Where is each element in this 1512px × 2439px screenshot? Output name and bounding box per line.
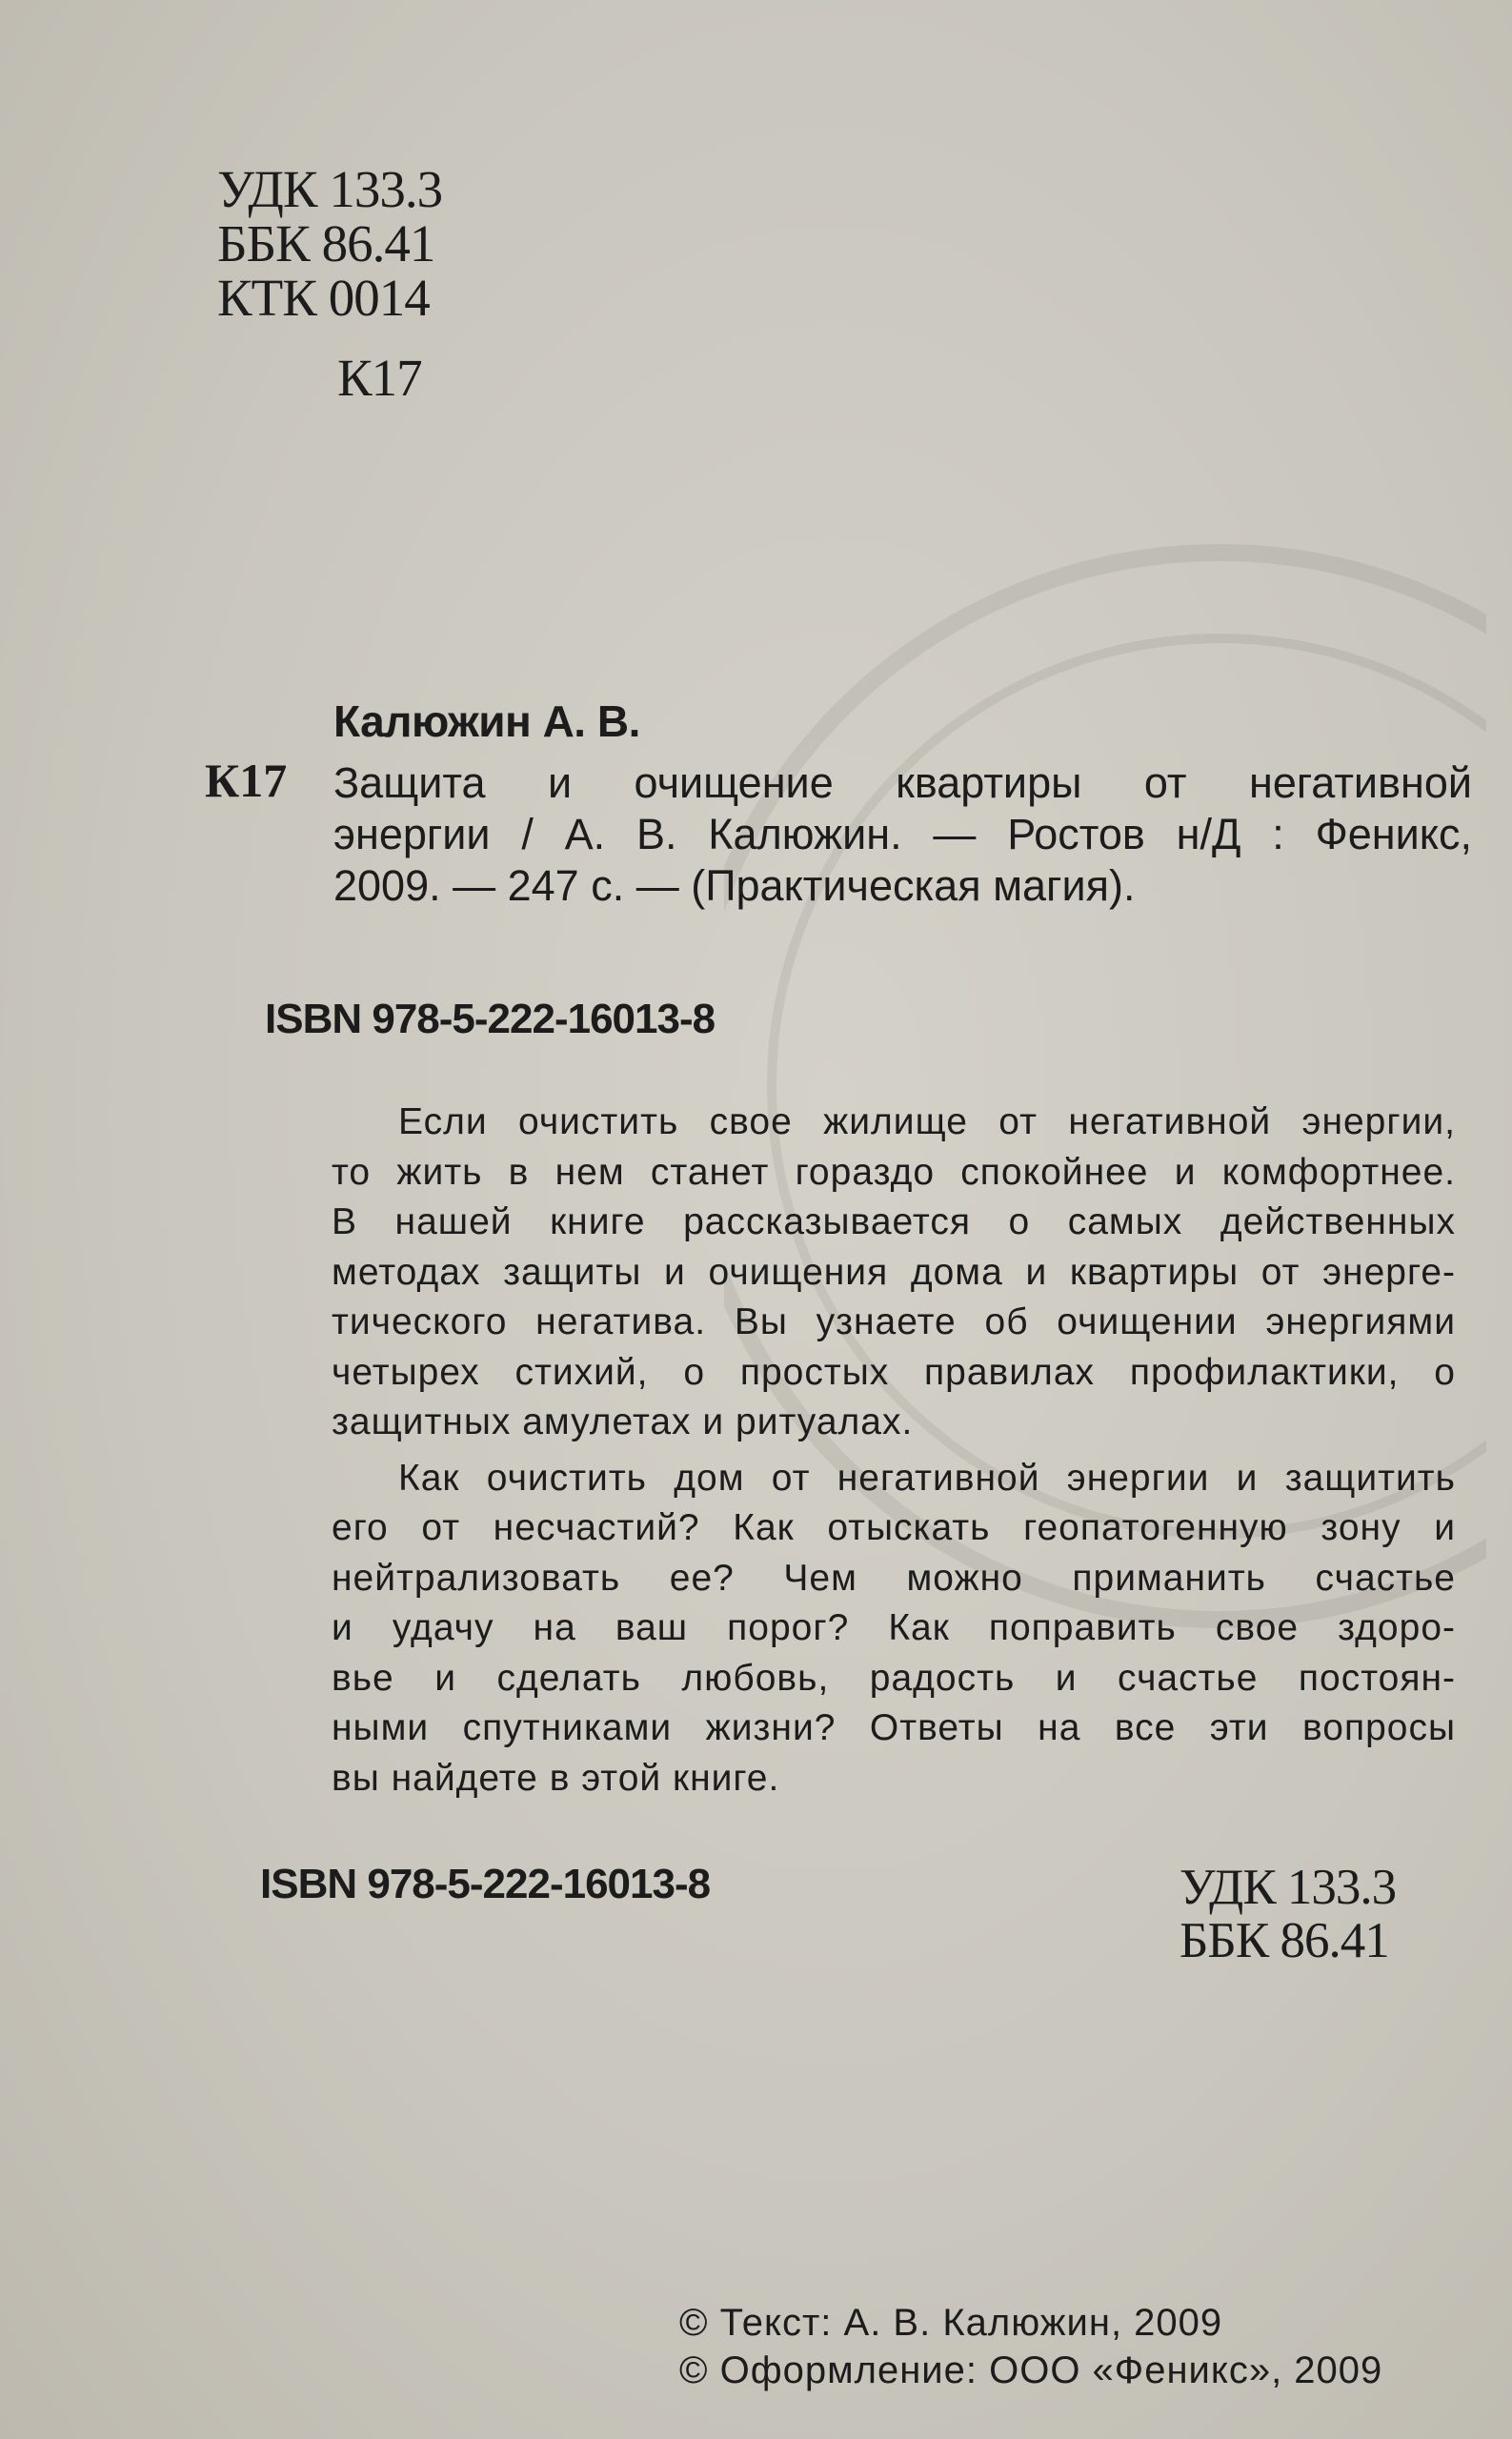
footer-bbk-code: ББК 86.41 <box>1179 1913 1389 1968</box>
description-line: Защита и очищение квартиры от негативной <box>333 758 1472 807</box>
annotation-line: Если очистить свое жилище от негативной энергии, <box>398 1101 1456 1142</box>
annotation-line: и удачу на ваш порог? Как поправить свое здоро- <box>332 1607 1456 1648</box>
classification-codes <box>217 162 442 325</box>
annotation-line: вы найдете в этой книге. <box>332 1757 780 1799</box>
annotation-line: нейтрализовать ее? Чем можно приманить счастье <box>332 1557 1456 1599</box>
author-mark-top: К17 <box>337 349 422 407</box>
annotation-line: тического негатива. Вы узнаете об очищении энергиями <box>332 1301 1456 1342</box>
annotation-line: В нашей книге рассказывается о самых действенных <box>332 1201 1456 1242</box>
footer-classification-codes <box>1179 1861 1396 1967</box>
isbn-number: ISBN 978-5-222-16013-8 <box>265 996 716 1042</box>
udk-code: УДК 133.3 <box>217 160 443 218</box>
annotation-line: ными спутниками жизни? Ответы на все эти вопросы <box>332 1707 1456 1748</box>
annotation-line: вье и сделать любовь, радость и счастье постоян- <box>332 1657 1456 1699</box>
annotation-line: защитных амулетах и ритуалах. <box>332 1401 914 1442</box>
ktk-code: КТК 0014 <box>217 269 430 327</box>
author-mark: К17 <box>205 754 288 807</box>
author-name: Калюжин А. В. <box>333 696 640 746</box>
copyright-text: © Текст: А. В. Калюжин, 2009 <box>679 2302 1223 2344</box>
footer-udk-code: УДК 133.3 <box>1179 1860 1397 1915</box>
annotation-line: методах защиты и очищения дома и квартиры от энерге- <box>332 1251 1456 1293</box>
annotation-line: четырех стихий, о простых правилах профилактики, о <box>332 1351 1456 1393</box>
description-line: энергии / А. В. Калюжин. — Ростов н/Д : Феникс, <box>333 810 1472 858</box>
annotation <box>332 1098 1456 1804</box>
copyright-block <box>679 2299 1382 2394</box>
bbk-code: ББК 86.41 <box>217 214 435 272</box>
copyright-design: © Оформление: ООО «Феникс», 2009 <box>679 2349 1383 2391</box>
annotation-line: Как очистить дом от негативной энергии и защитить <box>398 1457 1456 1499</box>
annotation-line: то жить в нем станет гораздо спокойнее и комфортнее. <box>332 1151 1456 1193</box>
footer-isbn: ISBN 978-5-222-16013-8 <box>260 1861 711 1907</box>
bibliographic-description <box>333 757 1472 912</box>
annotation-line: его от несчастий? Как отыскать геопатогенную зону и <box>332 1507 1456 1548</box>
description-line: 2009. — 247 с. — (Практическая магия). <box>333 861 1136 910</box>
